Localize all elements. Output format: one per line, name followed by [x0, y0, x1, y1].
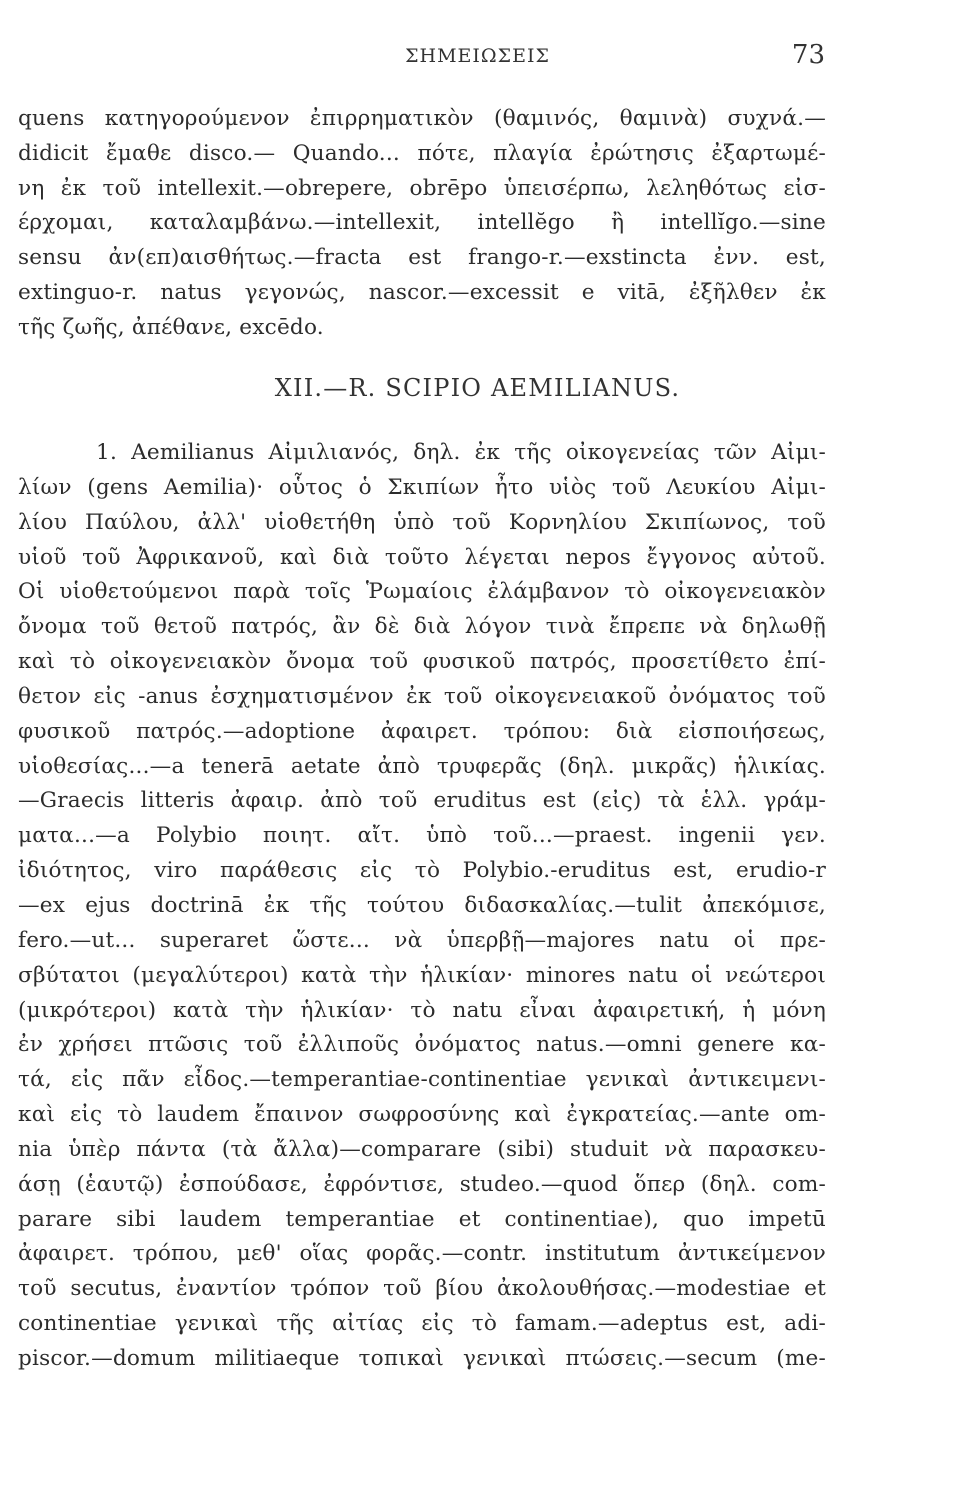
text-line: άσῃ (ἑαυτῷ) ἐσπούδασε, ἐφρόντισε, studeo.—quod ὅπερ (δηλ. com-: [18, 1171, 826, 1197]
running-header: ΣΗΜΕΙΩΣΕΙΣ: [405, 45, 550, 67]
text-line: 1. Aemilianus Αἰμιλιανός, δηλ. ἐκ τῆς οἰκογενείας τῶν Αἰμι-: [96, 440, 826, 465]
text-line: ἐν χρήσει πτῶσις τοῦ ἐλλιποῦς ὀνόματος natus.—omni genere κα-: [18, 1032, 826, 1058]
text-line: Οἱ υἱοθετούμενοι παρὰ τοῖς Ῥωμαίοις ἐλάμβανον τὸ οἰκογενειακὸν: [18, 579, 826, 605]
text-line: φυσικοῦ πατρός.—adoptione ἀφαιρετ. τρόπου: διὰ εἰσποιήσεως,: [18, 718, 826, 744]
text-line: τά, εἰς πᾶν εἶδος.—temperantiae-continentiae γενικαὶ ἀντικειμενι-: [18, 1067, 826, 1093]
text-line: υἱοῦ τοῦ Ἀφρικανοῦ, καὶ διὰ τοῦτο λέγεται nepos ἔγγονος αὐτοῦ.: [18, 544, 826, 570]
text-line: quens κατηγορούμενον ἐπιρρηματικὸν (θαμινός, θαμινὰ) συχνά.—: [18, 106, 826, 131]
text-line: piscor.—domum militiaeque τοπικαὶ γενικαὶ πτώσεις.—secum (me-: [18, 1345, 826, 1371]
text-line: —ex ejus doctrinā ἐκ τῆς τούτου διδασκαλίας.—tulit ἀπεκόμισε,: [18, 892, 826, 918]
text-line: καὶ τὸ οἰκογενειακὸν ὄνομα τοῦ φυσικοῦ πατρός, προσετίθετο ἐπί-: [18, 649, 826, 675]
text-line: ἰδιότητος, viro παράθεσις εἰς τὸ Polybio.-eruditus est, erudio-r: [18, 858, 826, 884]
text-line: έρχομαι, καταλαμβάνω.—intellexit, intellĕgo ἢ intellĭgo.—sine: [18, 210, 826, 236]
text-line: θετον εἰς -anus ἐσχηματισμένον ἐκ τοῦ οἰκογενειακοῦ ὀνόματος τοῦ: [18, 683, 826, 709]
text-line: continentiae γενικαὶ τῆς αἰτίας εἰς τὸ famam.—adeptus est, adi-: [18, 1311, 826, 1337]
text-line: —Graecis litteris ἀφαιρ. ἀπὸ τοῦ eruditus est (εἰς) τὰ ἑλλ. γράμ-: [18, 788, 826, 814]
text-line: υἱοθεσίας...—a tenerā aetate ἀπὸ τρυφερᾶς (δηλ. μικρᾶς) ἡλικίας.: [18, 753, 826, 779]
text-line: σβύτατοι (μεγαλύτεροι) κατὰ τὴν ἡλικίαν· minores natu οἱ νεώτεροι: [18, 962, 826, 988]
notes-bottom-block: [18, 436, 826, 1377]
text-line: τῆς ζωῆς, ἀπέθανε, excēdo.: [18, 314, 324, 340]
text-line: fero.—ut... superaret ὥστε... νὰ ὑπερβῇ—majores natu οἱ πρε-: [18, 927, 826, 953]
text-line: ἀφαιρετ. τρόπου, μεθ' οἵας φορᾶς.—contr. institutum ἀντικείμενον: [18, 1241, 826, 1267]
text-line: καὶ εἰς τὸ laudem ἔπαινον σωφροσύνης καὶ ἐγκρατείας.—ante om-: [18, 1102, 826, 1128]
section-heading: XII.—R. SCIPIO AEMILIANUS.: [274, 374, 681, 402]
text-line: ὄνομα τοῦ θετοῦ πατρός, ἂν δὲ διὰ λόγον τινὰ ἔπρεπε νὰ δηλωθῇ: [18, 614, 826, 640]
text-line: extinguo-r. natus γεγονώς, nascor.—excessit e vitā, ἐξῆλθεν ἐκ: [18, 279, 826, 305]
text-line: parare sibi laudem temperantiae et continentiae), quo impetū: [18, 1206, 826, 1232]
text-line: didicit ἔμαθε disco.— Quando... πότε, πλαγία ἐρώτησις ἐξαρτωμέ-: [18, 140, 826, 166]
text-line: nia ὑπὲρ πάντα (τὰ ἄλλα)—comparare (sibi) studuit νὰ παρασκευ-: [18, 1136, 826, 1162]
text-line: λίων (gens Aemilia)· οὗτος ὁ Σκιπίων ἦτο υἱὸς τοῦ Λευκίου Αἰμι-: [18, 474, 826, 500]
text-line: λίου Παύλου, ἀλλ' υἱοθετήθη ὑπὸ τοῦ Κορνηλίου Σκιπίωνος, τοῦ: [18, 509, 826, 535]
notes-top-block: [18, 102, 826, 346]
text-line: τοῦ secutus, ἐναντίον τρόπον τοῦ βίου ἀκολουθήσας.—modestiae et: [18, 1276, 826, 1302]
text-line: νη ἐκ τοῦ intellexit.—obrepere, obrēpo ὑπεισέρπω, λεληθότως εἰσ-: [18, 175, 826, 201]
text-line: ματα...—a Polybio ποιητ. αἴτ. ὑπὸ τοῦ...—praest. ingenii γεν.: [18, 823, 826, 849]
text-line: (μικρότεροι) κατὰ τὴν ἡλικίαν· τὸ natu εἶναι ἀφαιρετική, ἡ μόνη: [18, 997, 826, 1023]
page-number: 73: [791, 40, 825, 70]
text-line: sensu ἀν(επ)αισθήτως.—fracta est frango-r.—exstincta ἐνν. est,: [18, 245, 826, 271]
